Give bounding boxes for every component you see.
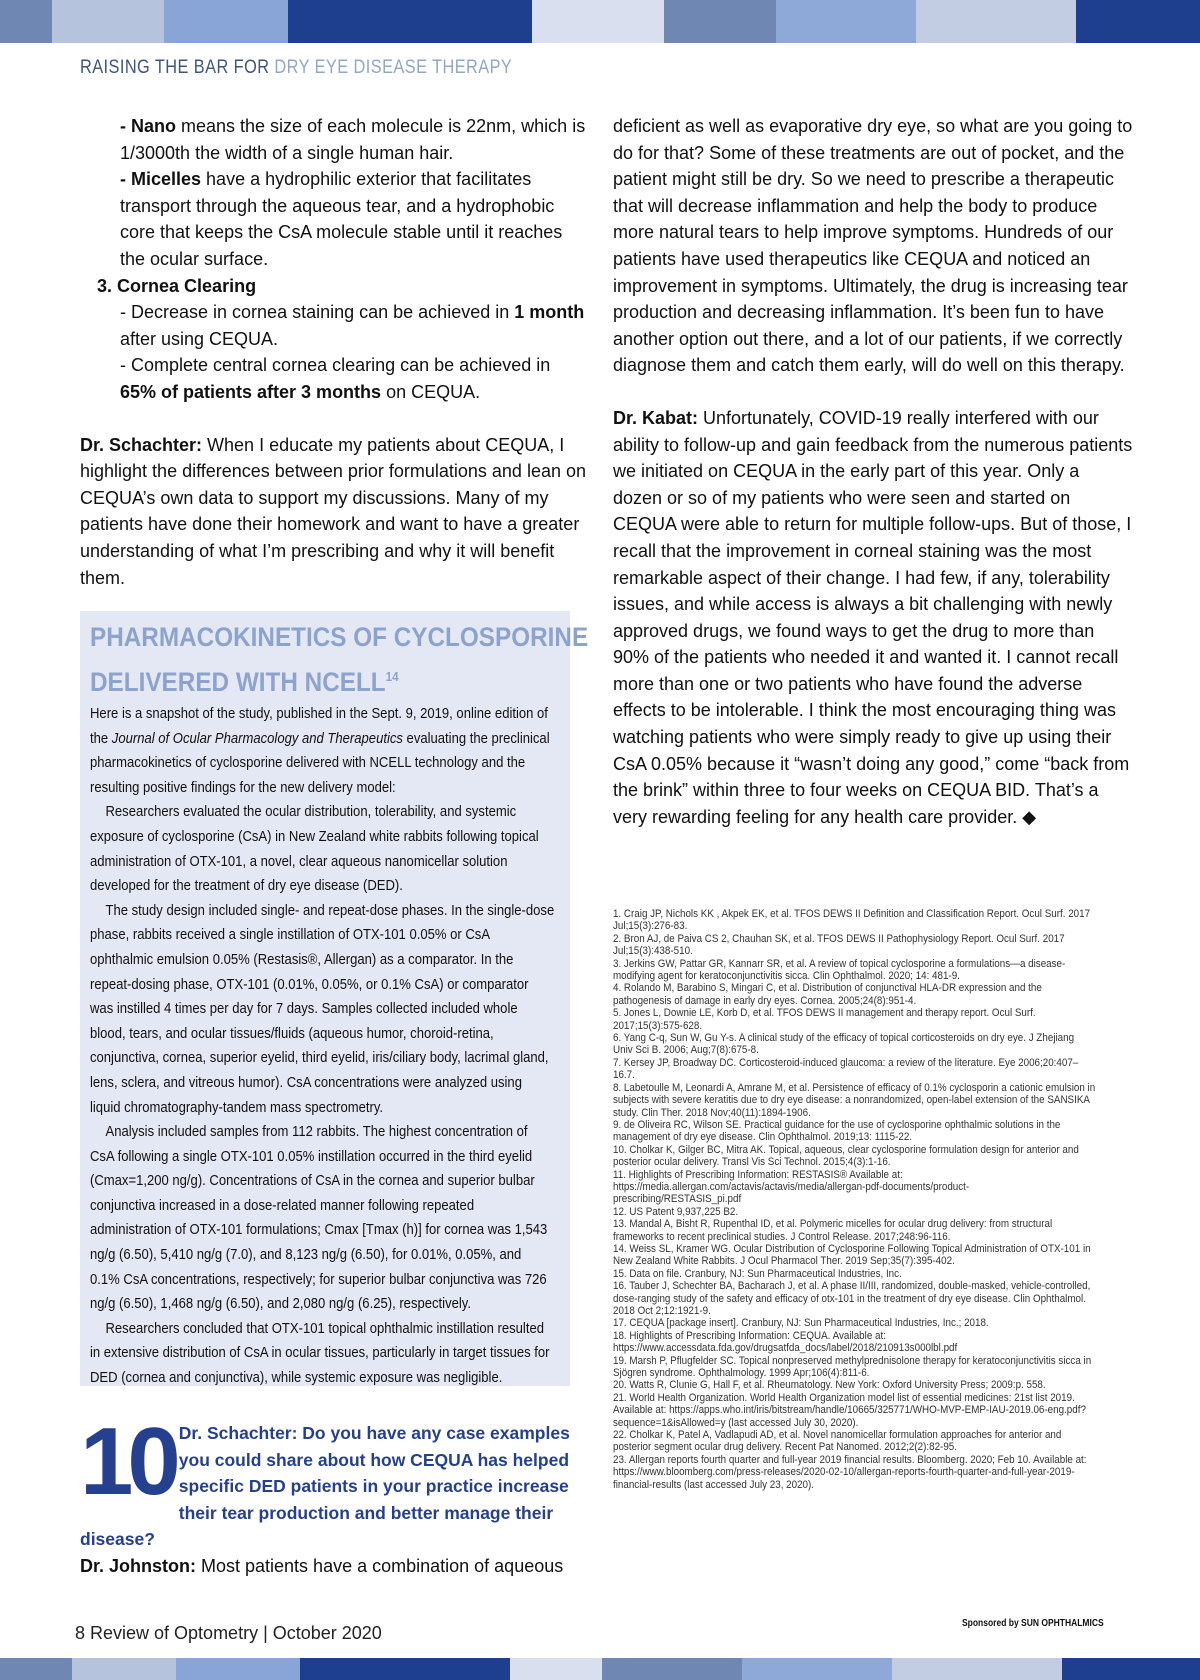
sidebar-paragraph: The study design included single- and repeat-dose phases. In the single-dose phase, rabbits received a single instillation of OTX-101 0.05% or CsA ophthalmic emulsion 0.05% (Restasis®, Allergan) as a comparator. In the repeat-dosing phase, OTX-101 (0.01%, 0.05%, or 0.1% CsA) or comparator was instilled 4 times per day for 7 days. Samples collected included whole blood, tears, and ocular tissues/fluids (aqueous humor, choroid-retina, conjunctiva, cornea, superior eyelid, third eyelid, iris/ciliary body, lacrimal gland, lens, sclera, and vitreous humor). CsA concentrations were analyzed using liquid chromatography-tandem mass spectrometry.: [90, 901, 555, 1116]
list-number: 3.: [97, 275, 113, 296]
question-10: [80, 1408, 595, 1579]
clearing-point: [80, 352, 590, 405]
reference-item: 9. de Oliveira RC, Wilson SE. Practical guidance for the use of cyclosporine ophthalmic solutions in the management of dry eye disease. Clin Ophthalmol. 2019;13: 1115-22.: [613, 1118, 1061, 1144]
stripe-segment: [288, 0, 532, 43]
reference-item: 10. Cholkar K, Gilger BC, Mitra AK. Topical, aqueous, clear cyclosporine formulation design for anterior and posterior ocular delivery. Transl Vis Sci Technol. 2015;4(3):1-16.: [613, 1143, 1079, 1169]
stripe-segment: [532, 0, 664, 43]
bottom-color-stripe: [0, 1658, 1200, 1680]
johnston-continuation: deficient as well as evaporative dry eye, so what are you going to do for that? Some of these treatments are out of pocket, and the patient might still be dry. So we need to prescribe a therapeutic that will decrease inflammation and help the body to produce more natural tears to help improve symptoms. Hundreds of our patients have used therapeutics like CEQUA and noticed an improvement in symptoms. Ultimately, the drug is increasing tear production and decreasing inflammation. It’s been fun to have another option out there, and a lot of our patients, if we correctly diagnose them and catch them early, will do well on this therapy.: [613, 116, 1133, 376]
reference-item: 5. Jones L, Downie LE, Korb D, et al. TFOS DEWS II management and therapy report. Ocul Surf. 2017;15(3):575-628.: [613, 1007, 1036, 1032]
stripe-segment: [176, 1658, 300, 1680]
sidebar-paragraph: [90, 702, 554, 800]
stripe-segment: [892, 1658, 1062, 1680]
clearing-text-c: on CEQUA.: [381, 381, 481, 402]
running-head-light: DRY EYE DISEASE THERAPY: [274, 57, 513, 78]
staining-text-c: after using CEQUA.: [120, 328, 279, 349]
sidebar-text: Here is a snapshot of the study, published in the Sept. 9, 2019, online edition of the: [90, 705, 548, 747]
reference-item: 12. US Patent 9,937,225 B2.: [613, 1205, 739, 1218]
sidebar-paragraph: Researchers evaluated the ocular distribution, tolerability, and systemic exposure of cyclosporine (CsA) in New Zealand white rabbits following topical administration of OTX-101, a novel, clear aqueous nanomicellar solution developed for the treatment of dry eye disease (DED).: [90, 803, 539, 895]
right-column: [613, 113, 1133, 830]
reference-item: 3. Jerkins GW, Pattar GR, Kannarr SR, et al. A review of topical cyclosporine a formulations—a disease-modifying agent for keratoconjunctivitis sicca. Clin Ophthalmol. 2020; 14: 481-9.: [613, 957, 1066, 983]
reference-item: 14. Weiss SL, Kramer WG. Ocular Distribution of Cyclosporine Following Topical Administration of OTX-101 in New Zealand White Rabbits. J Ocul Pharmacol Ther. 2019 Sep;35(7):395-402.: [613, 1242, 1091, 1268]
sponsor-credit: Sponsored by SUN OPHTHALMICS: [962, 1618, 1104, 1629]
reference-item: 6. Yang C-q, Sun W, Gu Y-s. A clinical study of the efficacy of topical corticosteroids on dry eye. J Zhejiang Univ Sci B. 2006; Aug;7(8):675-8.: [613, 1032, 1075, 1057]
stripe-segment: [300, 1658, 510, 1680]
stripe-segment: [1076, 0, 1200, 43]
reference-item: 1. Craig JP, Nichols KK , Akpek EK, et al. TFOS DEWS II Definition and Classification Report. Ocul Surf. 2017 Jul;15(3):276-83.: [613, 908, 1091, 933]
list-item-title: Cornea Clearing: [117, 275, 257, 296]
reference-item: 15. Data on file. Cranbury, NJ: Sun Pharmaceutical Industries, Inc.: [613, 1267, 902, 1280]
reference-item: 8. Labetoulle M, Leonardi A, Amrane M, et al. Persistence of efficacy of 0.1% cyclosporin a cationic emulsion in subjects with severe keratitis due to dry eye disease: a nonrandomized, open-label extension of the SANSIKA study. Clin Ther. 2018 Nov;40(11):1894-1906.: [613, 1081, 1096, 1119]
list-item-3: [80, 273, 590, 300]
sidebar-text: evaluating the preclinical pharmacokinetics of cyclosporine delivered with NCELL technology and the resulting positive findings for the new delivery model:: [90, 729, 550, 796]
clearing-text-a: - Complete central cornea clearing can be achieved in: [120, 355, 551, 376]
sidebar-paragraph: Analysis included samples from 112 rabbits. The highest concentration of CsA following a single OTX-101 0.05% instillation occurred in the third eyelid (Cmax=1,200 ng/g). Concentrations of CsA in the cornea and superior bulbar conjunctiva increased in a dose-related manner following repeated administration of OTX-101 formulations; Cmax [Tmax (h)] for cornea was 1,543 ng/g (6.50), 5,410 ng/g (7.0), and 8,123 ng/g (6.50), for 0.01%, 0.05%, and 0.1% CsA concentrations, respectively; for superior bulbar conjunctiva was 726 ng/g (6.50), 1,468 ng/g (6.50), and 2,080 ng/g (6.25), respectively.: [90, 1123, 548, 1313]
journal-name: Journal of Ocular Pharmacology and Therapeutics: [111, 729, 403, 747]
running-head: [80, 57, 512, 79]
paragraph-text: Unfortunately, COVID-19 really interfered with our ability to follow-up and gain feedback from the numerous patients we initiated on CEQUA in the early part of this year. Only a dozen or so of my patients who were seen and started on CEQUA were able to return for multiple follow-ups. But of those, I recall that the improvement in corneal staining was the most remarkable aspect of their change. I had few, if any, tolerability issues, and while access is always a bit challenging with newly approved drugs, we found ways to get the drug to more than 90% of the patients who needed it and wanted it. I cannot recall more than one or two patients who have found the adverse effects to be intolerable. I think the most encouraging thing was watching patients who were simply ready to give up using their CsA 0.05% because it “wasn’t doing any good,” come “back from the brink” within three to four weeks on CEQUA BID. That’s a very rewarding feeling for any health care provider. ◆: [613, 407, 1133, 827]
sidebar-title-footnote: 14: [385, 669, 399, 684]
nano-term: - Nano: [120, 116, 176, 136]
reference-item: 18. Highlights of Prescribing Information: CEQUA. Available at: https://www.accessdata.fda.gov/drugsatfda_docs/label/2018/210913s000lbl.pdf: [613, 1329, 958, 1355]
micelles-text: have a hydrophilic exterior that facilitates transport through the aqueous tear, and a hydrophobic core that keeps the CsA molecule stable until it reaches the ocular surface.: [120, 169, 563, 269]
reference-item: 4. Rolando M, Barabino S, Mingari C, et al. Distribution of conjunctival HLA-DR expression and the pathogenesis of damage in early dry eyes. Cornea. 2005;24(8):951-4.: [613, 982, 1042, 1007]
references-list: [613, 908, 1096, 1491]
staining-text-a: - Decrease in cornea staining can be achieved in: [120, 302, 515, 323]
stripe-segment: [602, 1658, 742, 1680]
speaker-name: Dr. Schachter:: [80, 434, 203, 455]
pharmacokinetics-sidebar: [80, 611, 589, 1387]
reference-item: 23. Allergan reports fourth quarter and full-year 2019 financial results. Bloomberg. 2020; Feb 10. Available at: https://www.bloomberg.com/press-releases/2020-02-10/allergan-reports-fourth-quarter-and-full-year-2019-financial-results (last accessed July 23, 2020).: [613, 1453, 1087, 1491]
nano-definition: [80, 113, 590, 166]
stripe-segment: [164, 0, 288, 43]
speaker-name: Dr. Johnston:: [80, 1555, 196, 1576]
johnston-answer: [80, 1553, 595, 1580]
stripe-segment: [742, 1658, 892, 1680]
stripe-segment: [776, 0, 916, 43]
reference-item: 16. Tauber J, Schechter BA, Bacharach J, et al. A phase II/III, randomized, double-masked, vehicle-controlled, dose-ranging study of the safety and efficacy of otx-101 in the treatment of dry eye disease. Clin Ophthalmol. 2018 Oct 2;12:1921-9.: [613, 1280, 1091, 1317]
staining-point: [80, 299, 590, 352]
stripe-segment: [510, 1658, 602, 1680]
staining-text-b: 1 month: [514, 302, 585, 323]
running-head-dark: RAISING THE BAR FOR: [80, 57, 275, 78]
answer-text: Most patients have a combination of aqueous: [196, 1555, 564, 1576]
reference-item: 2. Bron AJ, de Paiva CS 2, Chauhan SK, et al. TFOS DEWS II Pathophysiology Report. Ocul Surf. 2017 Jul;15(3):438-510.: [613, 932, 1065, 958]
micelles-definition: [80, 166, 590, 272]
reference-item: 17. CEQUA [package insert]. Cranbury, NJ: Sun Pharmaceutical Industries, Inc.; 2018.: [613, 1317, 989, 1330]
kabat-paragraph: [613, 405, 1133, 831]
stripe-segment: [0, 1658, 72, 1680]
stripe-segment: [916, 0, 1076, 43]
reference-item: 13. Mandal A, Bisht R, Rupenthal ID, et al. Polymeric micelles for ocular drug delivery: from structural frameworks to recent preclinical studies. J Control Release. 2017;248:96-116.: [613, 1218, 1053, 1243]
left-column: [80, 113, 590, 591]
stripe-segment: [664, 0, 776, 43]
paragraph-text: When I educate my patients about CEQUA, I highlight the differences between prior formulations and lean on CEQUA’s own data to support my discussions. Many of my patients have done their homework and want to have a greater understanding of what I’m prescribing and why it will benefit them.: [80, 434, 586, 588]
reference-item: 20. Watts R, Clunie G, Hall F, et al. Rheumatology. New York: Oxford University Press; 2009:p. 558.: [613, 1379, 1046, 1392]
top-color-stripe: [0, 0, 1200, 43]
sidebar-title-text: PHARMACOKINETICS OF CYCLOSPORINE DELIVERED WITH NCELL: [90, 622, 589, 697]
question-text: Dr. Schachter: Do you have any case examples you could share about how CEQUA has helped specific DED patients in your practice increase their tear production and better manage their disease?: [80, 1423, 570, 1549]
page-footer: 8 Review of Optometry | October 2020: [75, 1623, 382, 1643]
speaker-name: Dr. Kabat:: [613, 407, 699, 428]
sidebar-title: [90, 617, 594, 702]
reference-item: 21. World Health Organization. World Health Organization model list of essential medicines: 21st list 2019. Available at: https://apps.who.int/iris/bitstream/handle/10665/325771/WHO-MVP-EMP-IAU-2019.06-eng.pdf?sequence=1&isAllowed=y (last accessed July 30, 2020).: [613, 1391, 1086, 1429]
stripe-segment: [1062, 1658, 1200, 1680]
sidebar-paragraph: Researchers concluded that OTX-101 topical ophthalmic instillation resulted in extensive distribution of CsA in ocular tissues, particularly in target tissues for DED (cornea and conjunctiva), while systemic exposure was negligible.: [90, 1319, 550, 1387]
stripe-segment: [52, 0, 164, 43]
reference-item: 19. Marsh P, Pflugfelder SC. Topical nonpreserved methylprednisolone therapy for keratoconjunctivitis sicca in Sjögren syndrome. Ophthalmology. 1999 Apr;106(4):811-6.: [613, 1354, 1092, 1380]
stripe-segment: [0, 0, 52, 43]
stripe-segment: [72, 1658, 176, 1680]
reference-item: 22. Cholkar K, Patel A, Vadlapudi AD, et al. Novel nanomicellar formulation approaches for anterior and posterior segment ocular drug delivery. Recent Pat Nanomed. 2012;2(2):82-95.: [613, 1429, 1062, 1454]
reference-item: 11. Highlights of Prescribing Information: RESTASIS® Available at: https://media.allergan.com/actavis/actavis/media/allergan-pdf-documents/product-prescribing/RESTASIS_pi.pdf: [613, 1168, 970, 1206]
schachter-paragraph: [80, 432, 590, 592]
micelles-term: - Micelles: [120, 169, 202, 190]
reference-item: 7. Kersey JP, Broadway DC. Corticosteroid-induced glaucoma: a review of the literature. Eye 2006;20:407–16.7.: [613, 1056, 1079, 1082]
clearing-text-b: 65% of patients after 3 months: [120, 381, 382, 402]
question-number: 10: [80, 1408, 175, 1515]
sidebar-body: [90, 702, 554, 1391]
nano-text: means the size of each molecule is 22nm, which is 1/3000th the width of a single human hair.: [120, 116, 586, 163]
